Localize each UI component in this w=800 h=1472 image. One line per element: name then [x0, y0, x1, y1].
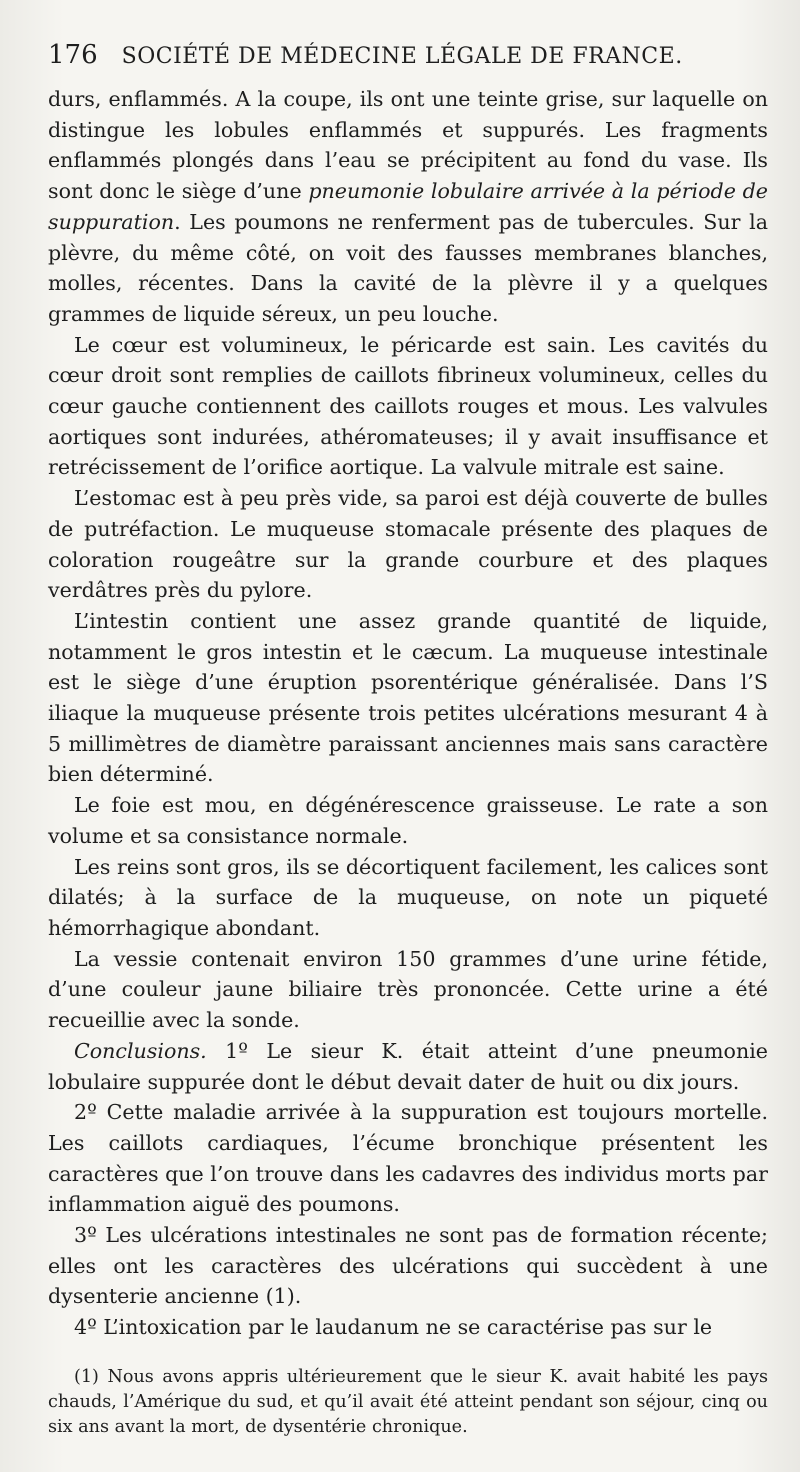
paragraph-intestine: L’intestin contient une assez grande quantité de liquide, notamment le gros intestin et le cæcum. La muqueuse intestinale est le siège d’une éruption psorentérique généralisée. Dans l’S iliaque la muqueuse présente trois petites ulcérations mesurant 4 à 5 millimètres de diamètre paraissant anciennes mais sans caractère bien déterminé. — [48, 608, 768, 787]
italic-phrase: pneumonie lobulaire arrivée à la période de suppuration — [48, 179, 768, 234]
paragraph-conclusion-4: 4º L’intoxication par le laudanum ne se caractérise pas sur le — [74, 1315, 713, 1340]
paragraph-conclusion-3: 3º Les ulcérations intestinales ne sont pas de formation récente; elles ont les caractères des ulcérations qui succèdent à une dysenterie ancienne (1). — [48, 1223, 768, 1309]
footnote: (1) Nous avons appris ultérieurement que le sieur K. avait habité les pays chauds, l’Amérique du sud, et qu’il avait été atteint pendant son séjour, cinq ou six ans avant la mort, de dysentérie chronique. — [48, 1366, 768, 1437]
paragraph-heart: Le cœur est volumineux, le péricarde est sain. Les cavités du cœur droit sont remplies de caillots fibrineux volumineux, celles du cœur gauche contiennent des caillots rouges et mous. Les valvules aortiques sont indurées, athéromateuses; il y avait insuffisance et retrécissement de l’orifice aortique. La valvule mitrale est saine. — [48, 332, 768, 480]
paragraph-stomach: L’estomac est à peu près vide, sa paroi est déjà couverte de bulles de putréfaction. Le muqueuse stomacale présente des plaques de coloration rougeâtre sur la grande courbure et des plaques verdâtres près du pylore. — [48, 486, 768, 603]
paragraph-conclusion-2: 2º Cette maladie arrivée à la suppuration est toujours mortelle. Les caillots cardiaques, l’écume bronchique présentent les caractères que l’on trouve dans les cadavres des individus morts par inflammation aiguë des poumons. — [48, 1100, 768, 1217]
paragraph-bladder: La vessie contenait environ 150 grammes d’une urine fétide, d’une couleur jaune biliaire très prononcée. Cette urine a été recueillie avec la sonde. — [48, 946, 768, 1033]
paragraph-kidneys: Les reins sont gros, ils se décortiquent facilement, les calices sont dilatés; à la surface de la muqueuse, on note un piqueté hémorrhagique abondant. — [48, 854, 768, 940]
conclusions-label: Conclusions. — [74, 1038, 207, 1063]
body-text — [48, 84, 768, 1343]
running-head: SOCIÉTÉ DE MÉDECINE LÉGALE DE FRANCE. — [121, 44, 683, 69]
page-header — [48, 38, 768, 74]
paragraph-conclusions: Conclusions. 1º Le sieur K. était atteint d’une pneumonie lobulaire suppurée dont le début devait dater de huit ou dix jours. — [48, 1038, 768, 1094]
paragraph-lungs: durs, enflammés. A la coupe, ils ont une teinte grise, sur laquelle on distingue les lobules enflammés et suppurés. Les fragments enflammés plongés dans l’eau se précipitent au fond du vase. Ils sont donc le siège d’une pneumonie lobulaire arrivée à la période de suppuration. Les poumons ne renferment pas de tubercules. Sur la plèvre, du même côté, on voit des fausses membranes blanches, molles, récentes. Dans la cavité de la plèvre il y a quelques grammes de liquide séreux, un peu louche. — [48, 87, 768, 326]
page-number: 176 — [48, 40, 98, 70]
paragraph-liver: Le foie est mou, en dégénérescence graisseuse. Le rate a son volume et sa consistance normale. — [48, 793, 768, 848]
